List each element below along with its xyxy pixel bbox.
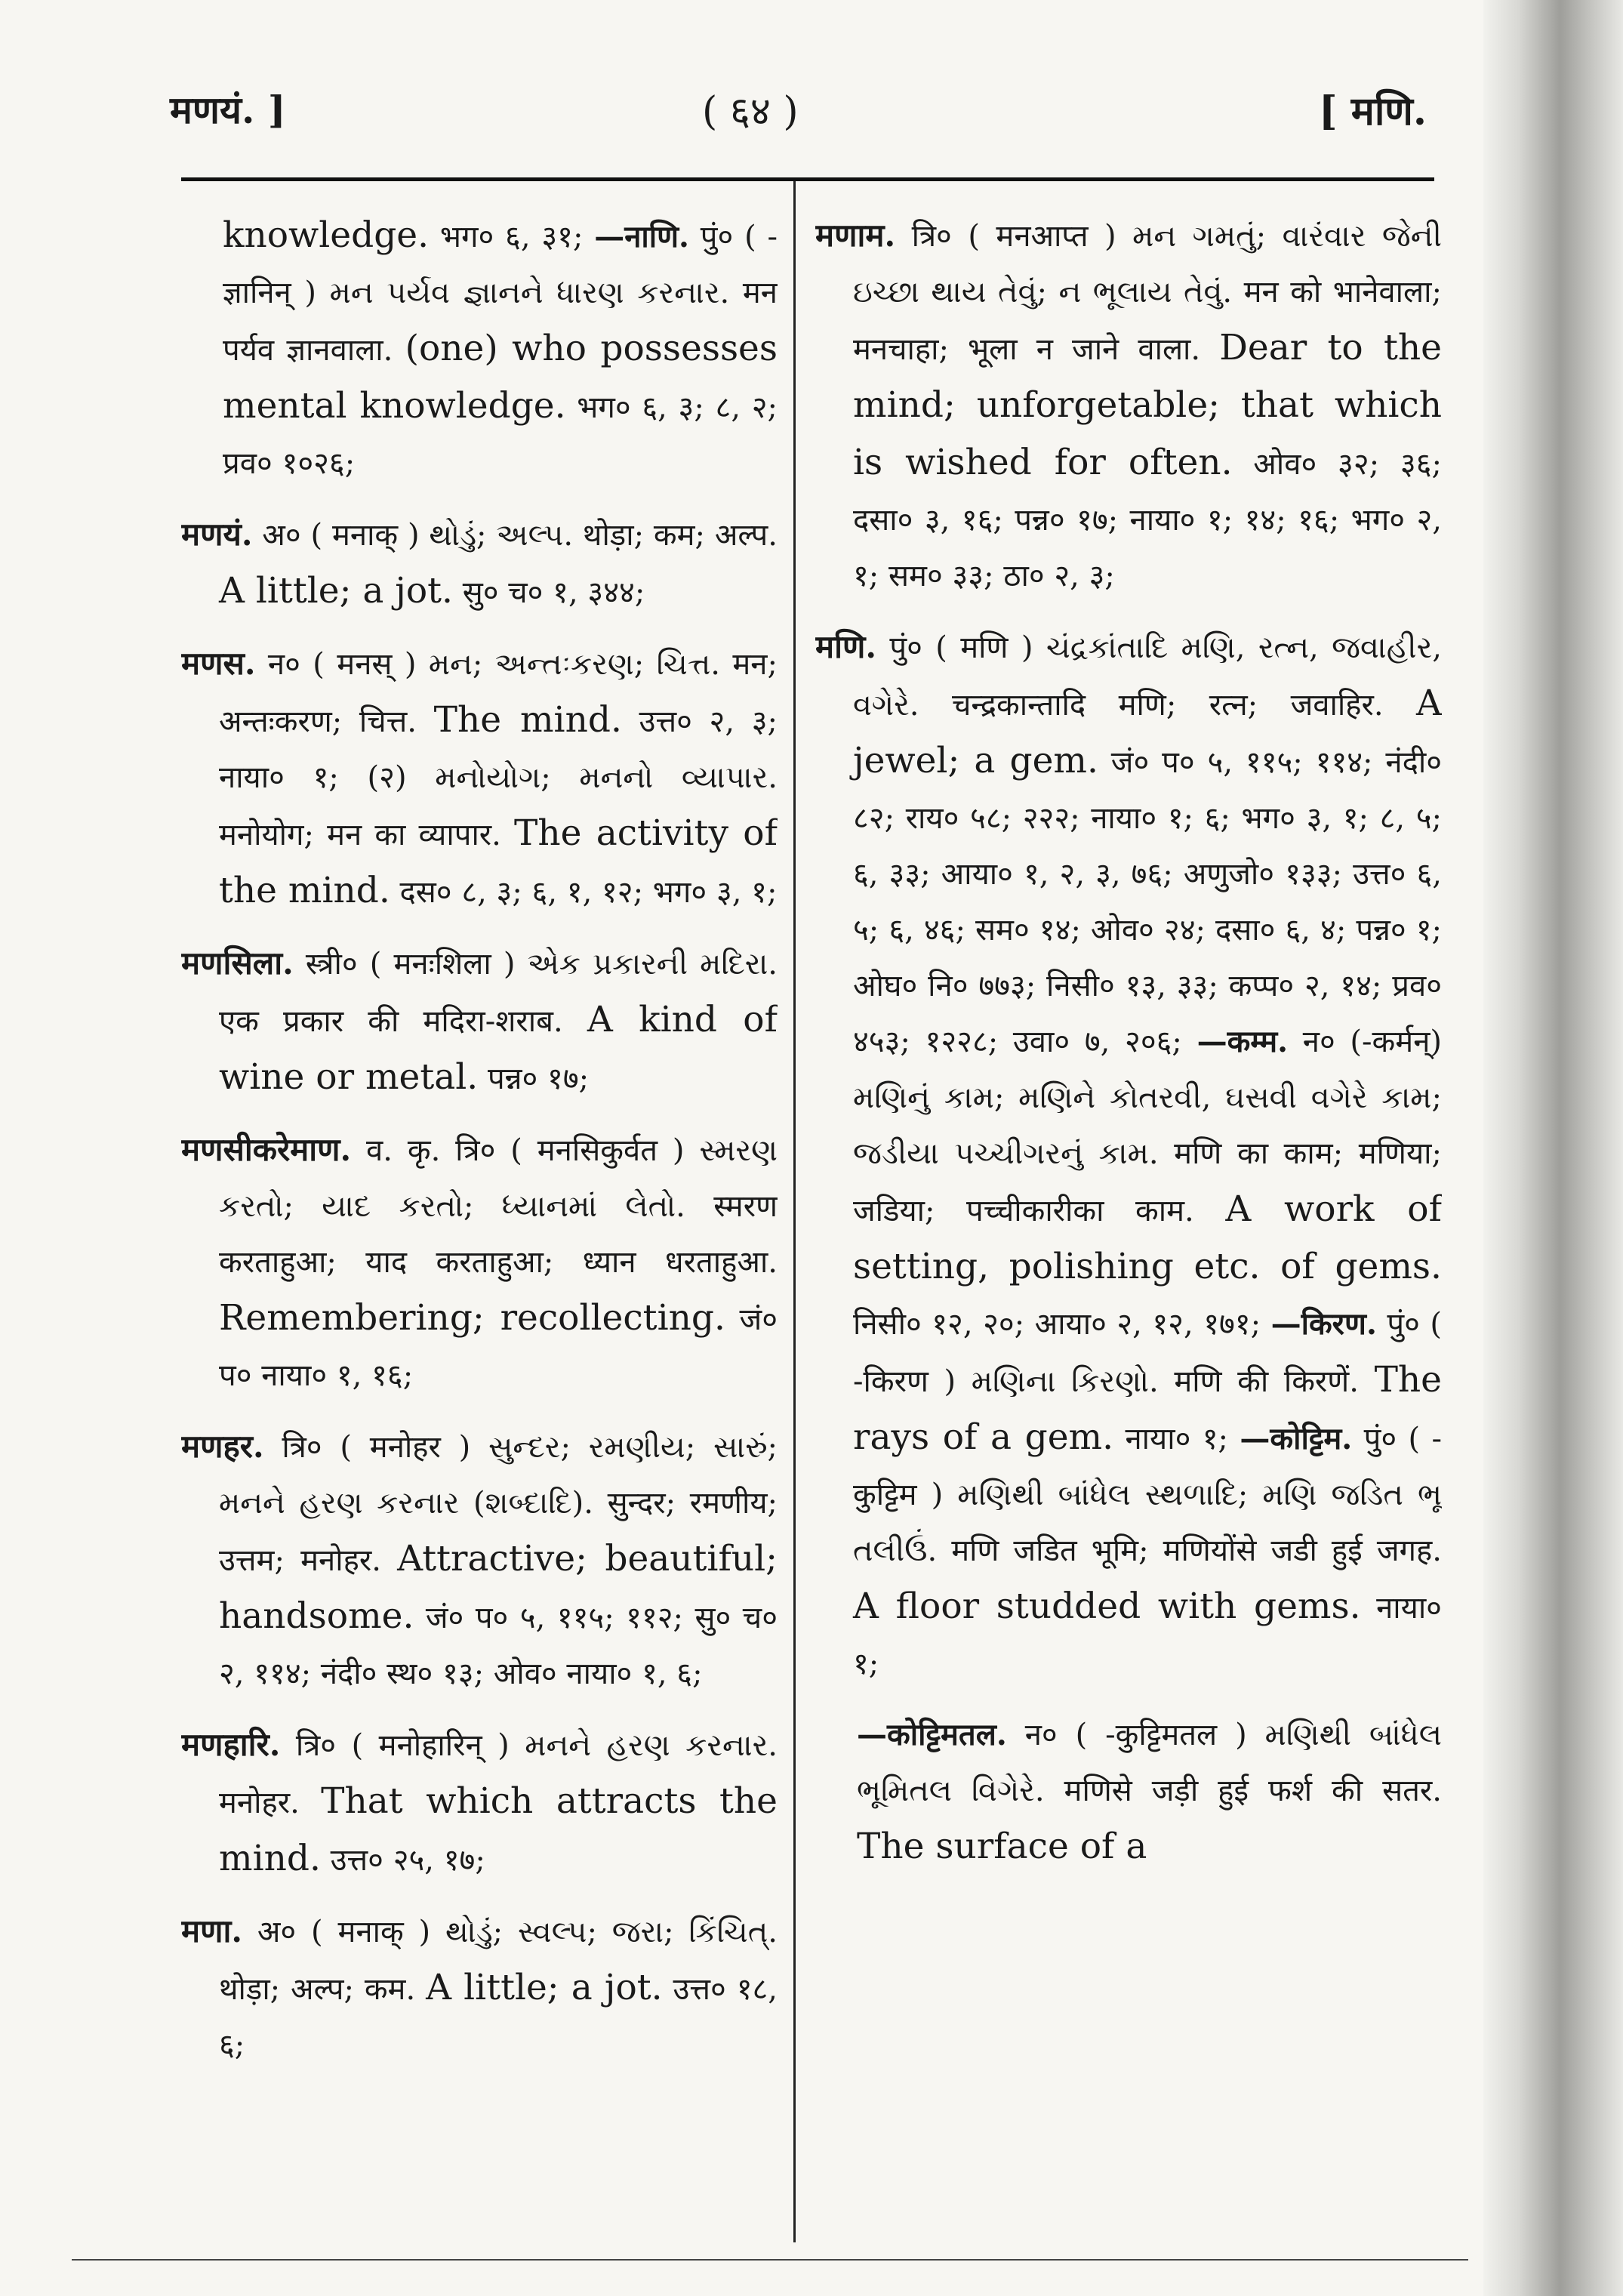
header-rule [181, 177, 1434, 181]
entry-headword: मणि. [815, 628, 876, 665]
entry-headword: मणाम. [815, 217, 896, 254]
entry-text: पन्न० १७; [478, 1062, 590, 1096]
entry-text: अ० ( मनाक् ) થોડું; અલ્પ. थोड़ा; कम; अल्प. [252, 518, 778, 553]
english-gloss: The rays of a gem. [853, 1359, 1442, 1458]
page-number: ( ६४ ) [702, 89, 799, 134]
entry-text: जं० प० ५, ११५; ११४; नंदी० ८२; राय० ५८; २२२; नाया० १; ६; भग० ३, १; ८, ५; ६, ३३; आया० १, २, ३, ७६; अणुजो० १३३; उत्त० ६, ५; ६, ४६; सम० १४; ओव० २४; दसा० ६, ४; पन्न० १; ओघ० नि० ७७३; निसी० १३, ३३; कप्प० २, १४; प्रव० ४५३; १२२८; उवा० ७, २०६; [853, 745, 1442, 1059]
entry-text: पुं० ( मणि ) ચંદ્રકાંતાદિ મણિ, રત્ન, જવાહીર, વગેરે. चन्द्रकान्तादि मणि; रत्न; जवाहिर. [853, 630, 1442, 723]
entry-text: सु० च० १, ३४४; [453, 575, 645, 610]
sub-entry-headword: —किरण. [1270, 1306, 1377, 1342]
entry-headword: मणहारि. [181, 1726, 281, 1763]
sub-entry-headword: —कोट्टिम. [1240, 1421, 1353, 1456]
dictionary-entry [181, 1903, 778, 2073]
header-left-guide-word: मणयं. ] [170, 88, 286, 132]
entry-text: त्रि० ( मनोहर ) સુન્દર; રમણીય; સારું; મનને હરણ કરનાર (શબ્દાદિ). सुन्दर; रमणीय; उत्तम; मनोहर. [219, 1430, 778, 1578]
entry-text: जं० प० नाया० १, १६; [219, 1302, 778, 1393]
entry-text: न० (-कर्मन्) મણિનું કામ; મણિને કોતરવી, ઘસવી વગેરે કામ; જડીયા પચ્ચીગરનું કામ. मणि का काम; मणिया; जडिया; पच्चीकारीका काम. [853, 1025, 1442, 1228]
english-gloss: A jewel; a gem. [853, 683, 1442, 781]
english-gloss: Dear to the mind; unforgetable; that which is wished for often. [853, 327, 1442, 483]
english-gloss: Attractive; beautiful; handsome. [219, 1538, 778, 1637]
entry-text: नाया० १; [1113, 1422, 1240, 1456]
entry-text: त्रि० ( मनआप्त ) મન ગમતું; વારંવાર જેની ઇચ્છા થાય તેવું; ન ભૂલાય તેવું. मन को भानेवाला; मनचाहा; भूला न जाने वाला. [853, 219, 1442, 367]
english-gloss: That which attracts the mind. [219, 1780, 778, 1879]
page-header [0, 83, 1472, 151]
english-gloss: knowledge. [223, 214, 430, 256]
entry-headword: मणा. [181, 1912, 242, 1949]
dictionary-entry [181, 1717, 778, 1888]
english-gloss: Remembering; recollecting. [219, 1297, 725, 1339]
entry-headword: मणसिला. [181, 945, 294, 982]
english-gloss: (one) who possesses mental knowledge. [223, 328, 778, 427]
english-gloss: The mind. [433, 699, 622, 741]
dictionary-entry [181, 636, 778, 920]
sub-entry-headword: —नाणि. [594, 219, 689, 254]
entry-headword: मणसीकरेमाण. [181, 1131, 352, 1168]
entry-headword: मणहर. [181, 1428, 264, 1465]
entry-text: पुं० ( -कुट्टिम ) મણિથી બાંધેલ સ્થળાદિ; મણિ જડિત ભૂ તલીઉં. मणि जडित भूमि; मणियोंसे जडी हुई जगह. [853, 1422, 1442, 1568]
entry-text: न० ( -कुट्टिमतल ) મણિથી બાંધેલ ભૂમિતલ વિગેરે. मणिसे जड़ी हुई फर्श की सतर. [857, 1718, 1442, 1808]
entry-text: उत्त० २, ३; नाया० १; (२) મનોયોગ; મનનો વ્યાપાર. मनोयोग; मन का व्यापार. [219, 704, 778, 852]
entry-text: नाया० १; [853, 1591, 1442, 1681]
english-gloss: A little; a jot. [426, 1967, 663, 2008]
entry-text: पुं० ( -ज्ञानिन् ) મન પર્યવ જ્ઞાનને ધારણ કરનાર. मन पर्यव ज्ञानवाला. [223, 220, 778, 368]
left-column [181, 208, 778, 2231]
entry-continuation [181, 208, 778, 492]
english-gloss: The activity of the mind. [219, 812, 778, 911]
entry-text: स्त्री० ( मनःशिला ) એક પ્રકારની મદિરા. एक प्रकार की मदिरा-शराब. [219, 947, 778, 1039]
dictionary-entry [181, 935, 778, 1107]
entry-text: जं० प० ५, ११५; ११२; सु० च० २, ११४; नंदी० स्थ० १३; ओव० नाया० १, ६; [219, 1601, 778, 1691]
dictionary-entry [181, 1419, 778, 1702]
right-column [815, 208, 1442, 2231]
entry-text: अ० ( मनाक् ) થોડું; સ્વલ્પ; જરા; કિંચિત્. थोड़ा; अल्प; कम. [219, 1915, 778, 2007]
footer-rule [72, 2259, 1468, 2261]
entry-text: ओव० ३२; ३६; दसा० ३, १६; पन्न० १७; नाया० १; १४; १६; भग० २, १; सम० ३३; ठा० २, ३; [853, 447, 1442, 593]
entry-text: व. कृ. त्रि० ( मनसिकुर्वत ) સ્મરણ કરતો; યાદ કરતો; ધ્યાનમાં લેતો. स्मरण करताहुआ; याद करताहुआ; ध्यान धरताहुआ. [219, 1133, 778, 1280]
english-gloss: A work of setting, polishing etc. of gems. [853, 1188, 1442, 1287]
entry-text: दस० ८, ३; ६, १, १२; भग० ३, १; [390, 875, 778, 910]
english-gloss: The surface of a [857, 1826, 1147, 1867]
dictionary-entry [815, 619, 1442, 1692]
book-spine-shadow [1483, 0, 1623, 2296]
column-divider [793, 181, 796, 2242]
entry-text: भग० ६, ३१; [429, 220, 595, 254]
entry-text: भग० ६, ३; ८, २; प्रव० १०२६; [223, 390, 778, 481]
sub-entry-headword: —कोट्टिमतल. [857, 1717, 1007, 1752]
entry-headword: मणस. [181, 645, 256, 682]
sub-entry-headword: —कम्म. [1196, 1024, 1289, 1059]
entry-text: उत्त० १८, ६; [219, 1972, 778, 2063]
entry-headword: मणयं. [181, 516, 253, 553]
entry-text: उत्त० २५, १७; [320, 1843, 485, 1878]
english-gloss: A kind of wine or metal. [219, 999, 778, 1098]
header-right-guide-word: [ मणि. [1319, 88, 1427, 134]
entry-text: निसी० १२, २०; आया० २, १२, १७१; [853, 1307, 1271, 1342]
dictionary-entry [815, 208, 1442, 604]
english-gloss: A little; a jot. [219, 570, 453, 612]
dictionary-entry [181, 1122, 778, 1404]
entry-text: न० ( मनस् ) મન; અન્તઃકરણ; ચિત્ત. मन; अन्तःकरण; चित्त. [219, 647, 778, 739]
entry-continuation [815, 1707, 1442, 1876]
dictionary-entry [181, 507, 778, 621]
entry-text: पुं० ( -किरण ) મણિના કિરણો. मणि की किरणें. [853, 1307, 1442, 1399]
english-gloss: A floor studded with gems. [853, 1586, 1361, 1627]
entry-text: त्रि० ( मनोहारिन् ) મનને હરણ કરનાર. मनोहर. [219, 1728, 778, 1820]
